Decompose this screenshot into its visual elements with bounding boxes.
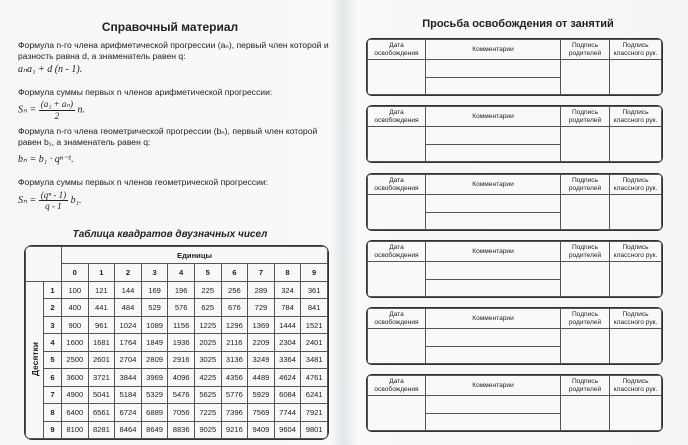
teacher-signature-header: Подпись классного рук. [610,175,662,195]
table-row [26,351,328,368]
request-card [366,374,663,432]
teacher-signature-header: Подпись классного рук. [610,242,662,262]
request-card [366,307,663,365]
parents-signature-header: Подпись родителей [561,175,610,195]
teacher-signature-field[interactable] [610,329,662,364]
square-value-cell: 4900 [62,386,89,403]
square-value-cell: 7569 [248,404,275,421]
date-header: Дата освобождения [368,107,426,127]
comments-field[interactable] [426,212,561,230]
units-column-header: 9 [301,264,328,281]
square-value-cell: 8836 [168,421,195,438]
squares-table [24,245,329,440]
table-row [26,404,328,421]
square-value-cell: 3844 [115,369,142,386]
square-value-cell: 1600 [62,334,89,351]
square-value-cell: 9216 [221,421,248,438]
arith-sum-text: Формула суммы первых n членов арифметической прогрессии: [18,87,273,97]
date-header: Дата освобождения [368,309,426,329]
square-value-cell: 5776 [221,386,248,403]
teacher-signature-field[interactable] [610,127,662,162]
square-value-cell: 289 [248,281,275,298]
tens-row-header: 5 [44,351,62,368]
date-field[interactable] [368,60,426,95]
teacher-signature-header: Подпись классного рук. [610,376,662,396]
square-value-cell: 6724 [115,404,142,421]
square-value-cell: 7225 [194,404,221,421]
square-value-cell: 1225 [194,316,221,333]
square-value-cell: 4624 [274,369,301,386]
arith-nth-text: Формула n-го члена арифметической прогрессии (aₙ), первый член которой и разность равна d, а знаменатель равен q: [18,40,329,61]
square-value-cell: 1444 [274,316,301,333]
comments-field[interactable] [426,279,561,297]
square-value-cell: 6084 [274,386,301,403]
tens-row-header: 2 [44,299,62,316]
geom-nth-text-line1: Формула n-го члена геометрической прогрессии (bₙ), первый член которой [18,126,318,136]
square-value-cell: 2304 [274,334,301,351]
square-value-cell: 1024 [115,316,142,333]
date-field[interactable] [368,127,426,162]
tens-row-header: 4 [44,334,62,351]
request-card [366,240,663,298]
table-row [26,386,328,403]
square-value-cell: 2116 [221,334,248,351]
square-value-cell: 6889 [141,404,168,421]
square-value-cell: 2209 [248,334,275,351]
units-column-header: 3 [141,264,168,281]
teacher-signature-field[interactable] [610,60,662,95]
date-field[interactable] [368,195,426,230]
parents-signature-field[interactable] [561,396,610,431]
geom-nth-formula: bₙ = b₁ · qⁿ⁻¹. [18,154,74,165]
date-header: Дата освобождения [368,175,426,195]
square-value-cell: 4096 [168,369,195,386]
request-card [366,38,663,96]
requests-page [348,0,688,445]
tens-row-header: 3 [44,316,62,333]
units-column-header: 4 [168,264,195,281]
square-value-cell: 5041 [88,386,115,403]
parents-signature-field[interactable] [561,329,610,364]
comments-header: Комментарии [426,107,561,127]
tens-row-header: 9 [44,421,62,438]
square-value-cell: 3364 [274,351,301,368]
reference-page [0,0,340,445]
units-label: Единицы [62,247,328,264]
square-value-cell: 2025 [194,334,221,351]
comments-header: Комментарии [426,376,561,396]
square-value-cell: 225 [194,281,221,298]
square-value-cell: 7921 [301,404,328,421]
table-row [26,421,328,438]
square-value-cell: 3969 [141,369,168,386]
geom-sum-formula: Sₙ = $\frac{\text{(qⁿ - 1)}}{q - 1}$ b₁. [18,190,82,211]
comments-header: Комментарии [426,175,561,195]
tens-row-header: 8 [44,404,62,421]
units-column-header: 7 [248,264,275,281]
square-value-cell: 2500 [62,351,89,368]
square-value-cell: 1369 [248,316,275,333]
comments-field[interactable] [426,195,561,213]
geom-sum-text: Формула суммы первых n членов геометрической прогрессии: [18,177,269,187]
comments-field[interactable] [426,346,561,364]
square-value-cell: 784 [274,299,301,316]
square-value-cell: 3025 [194,351,221,368]
square-value-cell: 8100 [62,421,89,438]
square-value-cell: 3600 [62,369,89,386]
teacher-signature-field[interactable] [610,195,662,230]
teacher-signature-field[interactable] [610,396,662,431]
square-value-cell: 3136 [221,351,248,368]
date-field[interactable] [368,396,426,431]
square-value-cell: 1936 [168,334,195,351]
square-value-cell: 2809 [141,351,168,368]
square-value-cell: 256 [221,281,248,298]
square-value-cell: 8649 [141,421,168,438]
square-value-cell: 4489 [248,369,275,386]
comments-field[interactable] [426,413,561,431]
square-value-cell: 729 [248,299,275,316]
square-value-cell: 196 [168,281,195,298]
square-value-cell: 3721 [88,369,115,386]
square-value-cell: 3249 [248,351,275,368]
square-value-cell: 324 [274,281,301,298]
square-value-cell: 4225 [194,369,221,386]
reference-title: Справочный материал [101,20,239,34]
parents-signature-header: Подпись родителей [561,376,610,396]
square-value-cell: 2704 [115,351,142,368]
square-value-cell: 1764 [115,334,142,351]
parents-signature-field[interactable] [561,262,610,297]
square-value-cell: 5929 [248,386,275,403]
square-value-cell: 1849 [141,334,168,351]
date-header: Дата освобождения [368,40,426,60]
square-value-cell: 676 [221,299,248,316]
parents-signature-field[interactable] [561,127,610,162]
units-column-header: 1 [88,264,115,281]
teacher-signature-header: Подпись классного рук. [610,309,662,329]
comments-header: Комментарии [426,242,561,262]
table-row [26,281,328,298]
comments-header: Комментарии [426,40,561,60]
arith-sum-formula: Sₙ = $\frac{\text{(a₁ + aₙ)}}{2}$ n. [18,99,86,121]
square-value-cell: 9604 [274,421,301,438]
square-value-cell: 9801 [301,421,328,438]
comments-field[interactable] [426,262,561,280]
request-card [366,105,663,163]
teacher-signature-field[interactable] [610,262,662,297]
square-value-cell: 6561 [88,404,115,421]
square-value-cell: 1156 [168,316,195,333]
parents-signature-field[interactable] [561,195,610,230]
tens-row-header: 7 [44,386,62,403]
units-column-header: 8 [274,264,301,281]
requests-title: Просьба освобождения от занятий [422,18,614,30]
square-value-cell: 9025 [194,421,221,438]
units-column-header: 6 [221,264,248,281]
table-row [26,316,328,333]
square-value-cell: 441 [88,299,115,316]
square-value-cell: 121 [88,281,115,298]
square-value-cell: 7396 [221,404,248,421]
units-column-header: 5 [194,264,221,281]
square-value-cell: 7744 [274,404,301,421]
square-value-cell: 4356 [221,369,248,386]
square-value-cell: 1089 [141,316,168,333]
comments-field[interactable] [426,77,561,95]
square-value-cell: 2401 [301,334,328,351]
table-row [26,369,328,386]
square-value-cell: 484 [115,299,142,316]
square-value-cell: 6400 [62,404,89,421]
tens-row-header: 6 [44,369,62,386]
square-value-cell: 576 [168,299,195,316]
square-value-cell: 900 [62,316,89,333]
square-value-cell: 1681 [88,334,115,351]
square-value-cell: 6241 [301,386,328,403]
units-column-header: 0 [62,264,89,281]
square-value-cell: 841 [301,299,328,316]
parents-signature-header: Подпись родителей [561,242,610,262]
tens-row-header: 1 [44,281,62,298]
tens-label [26,281,44,438]
square-value-cell: 2601 [88,351,115,368]
comments-field[interactable] [426,144,561,162]
corner-cell [26,247,62,282]
square-value-cell: 169 [141,281,168,298]
parents-signature-header: Подпись родителей [561,309,610,329]
square-value-cell: 5625 [194,386,221,403]
table-row [26,299,328,316]
tens-label-text: Десятки [29,341,40,376]
parents-signature-header: Подпись родителей [561,40,610,60]
square-value-cell: 361 [301,281,328,298]
comments-field[interactable] [426,329,561,347]
square-value-cell: 1296 [221,316,248,333]
comments-field[interactable] [426,60,561,78]
square-value-cell: 8281 [88,421,115,438]
square-value-cell: 2916 [168,351,195,368]
square-value-cell: 5476 [168,386,195,403]
teacher-signature-header: Подпись классного рук. [610,40,662,60]
square-value-cell: 100 [62,281,89,298]
comments-field[interactable] [426,396,561,414]
square-value-cell: 961 [88,316,115,333]
date-field[interactable] [368,329,426,364]
units-column-header: 2 [115,264,142,281]
square-value-cell: 625 [194,299,221,316]
square-value-cell: 9409 [248,421,275,438]
square-value-cell: 400 [62,299,89,316]
squares-table-title: Таблица квадратов двузначных чисел [72,229,268,240]
geom-nth-text-line2: равен b₁, а знаменатель равен q: [18,137,151,147]
comments-header: Комментарии [426,309,561,329]
square-value-cell: 3481 [301,351,328,368]
square-value-cell: 5329 [141,386,168,403]
square-value-cell: 529 [141,299,168,316]
date-header: Дата освобождения [368,376,426,396]
date-header: Дата освобождения [368,242,426,262]
teacher-signature-header: Подпись классного рук. [610,107,662,127]
square-value-cell: 4761 [301,369,328,386]
date-field[interactable] [368,262,426,297]
square-value-cell: 8464 [115,421,142,438]
square-value-cell: 144 [115,281,142,298]
parents-signature-field[interactable] [561,60,610,95]
square-value-cell: 5184 [115,386,142,403]
comments-field[interactable] [426,127,561,145]
square-value-cell: 7056 [168,404,195,421]
table-row [26,334,328,351]
request-card [366,173,663,231]
square-value-cell: 1521 [301,316,328,333]
arith-nth-formula: aₙa₁ + d (n - 1). [18,64,83,75]
parents-signature-header: Подпись родителей [561,107,610,127]
